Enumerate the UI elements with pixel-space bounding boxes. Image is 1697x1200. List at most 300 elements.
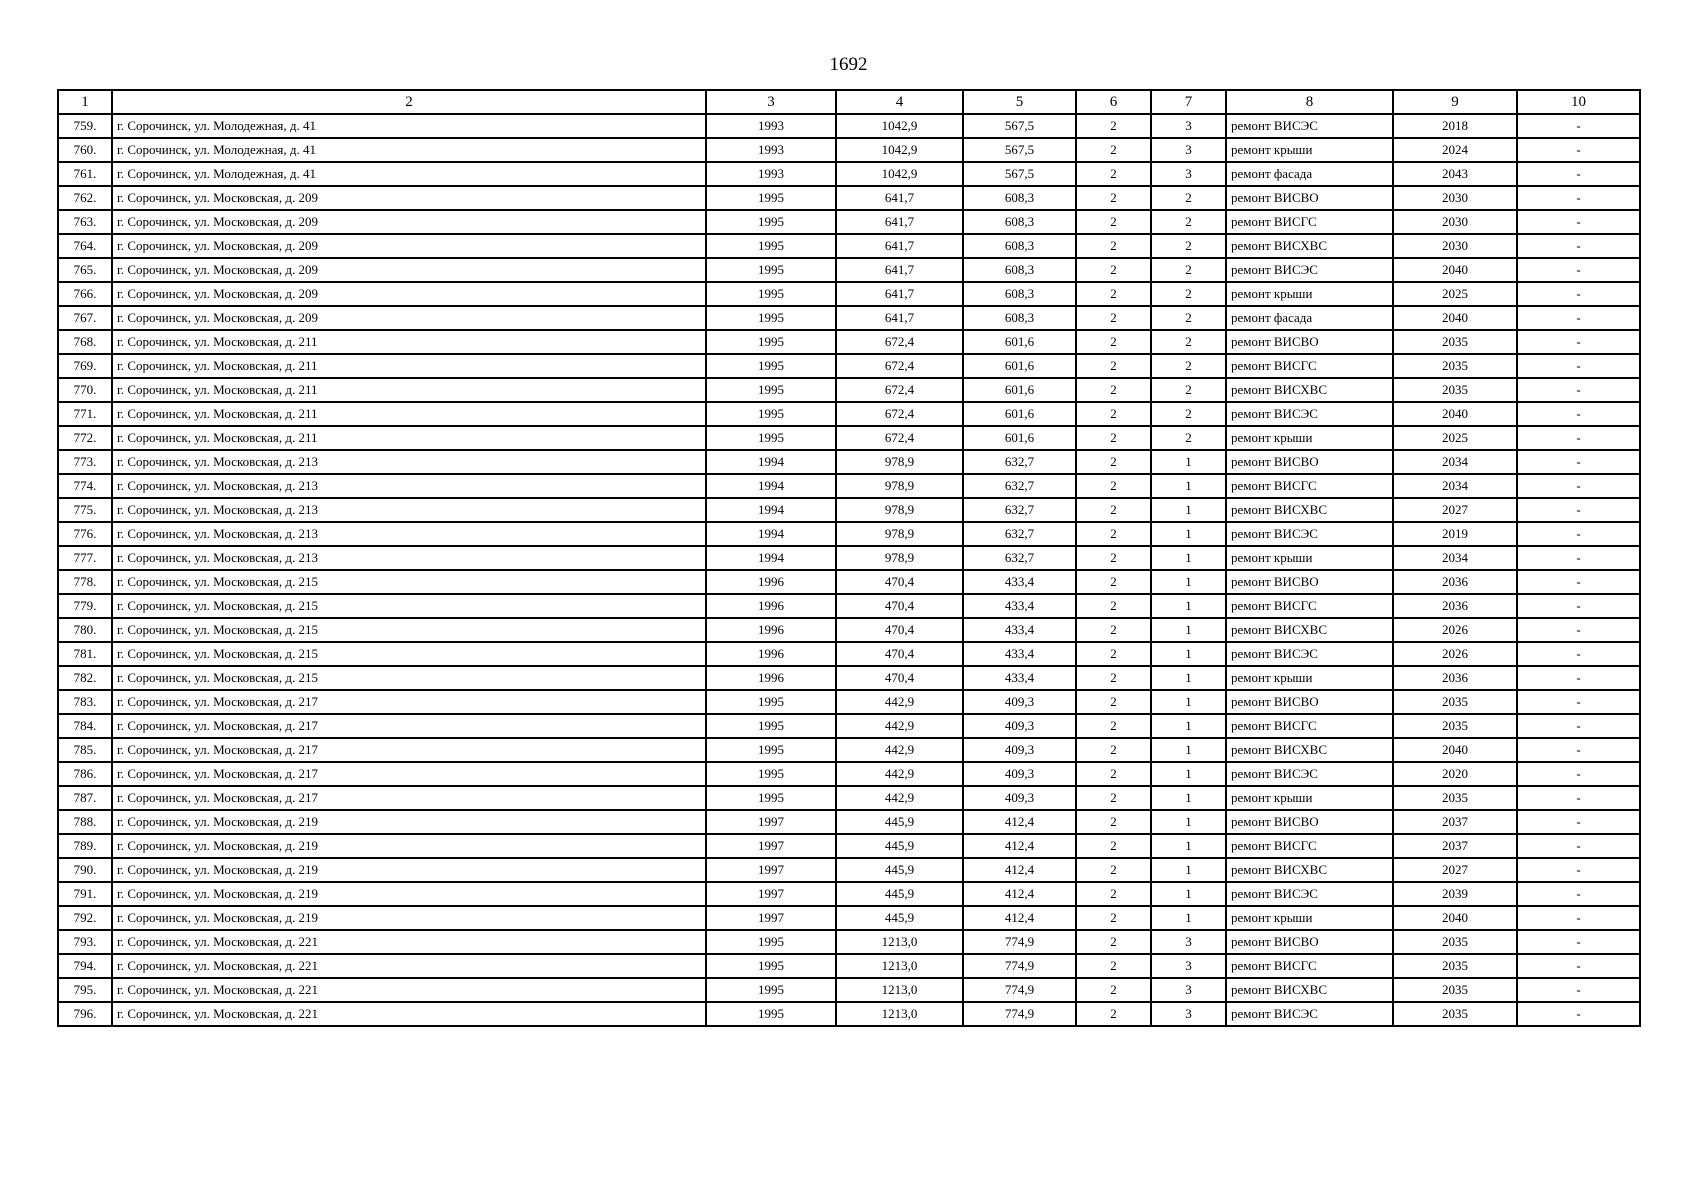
cell-row-number: 786. <box>58 762 112 786</box>
cell-entrances: 2 <box>1151 306 1226 330</box>
cell-planned-year: 2025 <box>1393 426 1517 450</box>
cell-entrances: 3 <box>1151 954 1226 978</box>
column-header: 9 <box>1393 90 1517 114</box>
cell-work-type: ремонт ВИСЭС <box>1226 882 1393 906</box>
cell-entrances: 2 <box>1151 402 1226 426</box>
cell-row-number: 775. <box>58 498 112 522</box>
cell-planned-year: 2034 <box>1393 546 1517 570</box>
repair-registry-table <box>57 89 1641 1027</box>
cell-total-area: 672,4 <box>836 402 963 426</box>
cell-year-built: 1995 <box>706 690 836 714</box>
cell-row-number: 782. <box>58 666 112 690</box>
cell-floors: 2 <box>1076 762 1151 786</box>
table-row <box>58 666 1640 690</box>
cell-row-number: 779. <box>58 594 112 618</box>
cell-cost: - <box>1517 1002 1640 1026</box>
cell-address: г. Сорочинск, ул. Молодежная, д. 41 <box>112 114 706 138</box>
cell-work-type: ремонт ВИСХВС <box>1226 978 1393 1002</box>
cell-planned-year: 2035 <box>1393 954 1517 978</box>
cell-floors: 2 <box>1076 570 1151 594</box>
table-row <box>58 114 1640 138</box>
column-header: 1 <box>58 90 112 114</box>
cell-entrances: 1 <box>1151 642 1226 666</box>
cell-total-area: 445,9 <box>836 882 963 906</box>
cell-row-number: 784. <box>58 714 112 738</box>
cell-address: г. Сорочинск, ул. Московская, д. 211 <box>112 330 706 354</box>
cell-entrances: 1 <box>1151 858 1226 882</box>
cell-cost: - <box>1517 546 1640 570</box>
cell-planned-year: 2035 <box>1393 978 1517 1002</box>
cell-entrances: 2 <box>1151 354 1226 378</box>
cell-planned-year: 2020 <box>1393 762 1517 786</box>
cell-entrances: 2 <box>1151 258 1226 282</box>
cell-total-area: 1213,0 <box>836 930 963 954</box>
cell-living-area: 412,4 <box>963 810 1076 834</box>
cell-entrances: 1 <box>1151 810 1226 834</box>
cell-entrances: 3 <box>1151 930 1226 954</box>
cell-planned-year: 2030 <box>1393 234 1517 258</box>
cell-planned-year: 2027 <box>1393 858 1517 882</box>
cell-cost: - <box>1517 786 1640 810</box>
cell-living-area: 412,4 <box>963 882 1076 906</box>
cell-row-number: 771. <box>58 402 112 426</box>
cell-living-area: 433,4 <box>963 618 1076 642</box>
cell-total-area: 445,9 <box>836 906 963 930</box>
cell-total-area: 1213,0 <box>836 954 963 978</box>
cell-work-type: ремонт ВИСВО <box>1226 930 1393 954</box>
cell-planned-year: 2040 <box>1393 738 1517 762</box>
cell-cost: - <box>1517 714 1640 738</box>
cell-address: г. Сорочинск, ул. Московская, д. 211 <box>112 402 706 426</box>
cell-planned-year: 2040 <box>1393 306 1517 330</box>
table-row <box>58 258 1640 282</box>
column-header: 2 <box>112 90 706 114</box>
cell-floors: 2 <box>1076 162 1151 186</box>
cell-address: г. Сорочинск, ул. Московская, д. 209 <box>112 258 706 282</box>
cell-address: г. Сорочинск, ул. Московская, д. 209 <box>112 186 706 210</box>
cell-year-built: 1993 <box>706 162 836 186</box>
table-row <box>58 858 1640 882</box>
table-row <box>58 546 1640 570</box>
cell-work-type: ремонт ВИСВО <box>1226 810 1393 834</box>
cell-total-area: 470,4 <box>836 642 963 666</box>
cell-living-area: 433,4 <box>963 570 1076 594</box>
cell-work-type: ремонт крыши <box>1226 282 1393 306</box>
cell-address: г. Сорочинск, ул. Московская, д. 213 <box>112 522 706 546</box>
cell-floors: 2 <box>1076 546 1151 570</box>
cell-floors: 2 <box>1076 690 1151 714</box>
table-row <box>58 522 1640 546</box>
cell-planned-year: 2026 <box>1393 618 1517 642</box>
cell-address: г. Сорочинск, ул. Московская, д. 221 <box>112 978 706 1002</box>
cell-total-area: 672,4 <box>836 354 963 378</box>
cell-living-area: 632,7 <box>963 522 1076 546</box>
cell-year-built: 1995 <box>706 954 836 978</box>
cell-floors: 2 <box>1076 834 1151 858</box>
cell-living-area: 433,4 <box>963 642 1076 666</box>
table-row <box>58 498 1640 522</box>
cell-address: г. Сорочинск, ул. Московская, д. 213 <box>112 498 706 522</box>
table-row <box>58 762 1640 786</box>
cell-cost: - <box>1517 810 1640 834</box>
cell-row-number: 773. <box>58 450 112 474</box>
cell-row-number: 796. <box>58 1002 112 1026</box>
cell-year-built: 1996 <box>706 594 836 618</box>
cell-row-number: 763. <box>58 210 112 234</box>
cell-total-area: 641,7 <box>836 306 963 330</box>
cell-planned-year: 2037 <box>1393 810 1517 834</box>
cell-entrances: 3 <box>1151 162 1226 186</box>
cell-row-number: 760. <box>58 138 112 162</box>
table-row <box>58 906 1640 930</box>
table-body <box>58 114 1640 1026</box>
cell-work-type: ремонт ВИСЭС <box>1226 114 1393 138</box>
table-row <box>58 834 1640 858</box>
cell-row-number: 785. <box>58 738 112 762</box>
table-row <box>58 738 1640 762</box>
table-row <box>58 786 1640 810</box>
cell-row-number: 787. <box>58 786 112 810</box>
cell-row-number: 777. <box>58 546 112 570</box>
cell-year-built: 1997 <box>706 810 836 834</box>
cell-living-area: 774,9 <box>963 930 1076 954</box>
cell-floors: 2 <box>1076 234 1151 258</box>
column-header: 6 <box>1076 90 1151 114</box>
cell-year-built: 1995 <box>706 978 836 1002</box>
table-row <box>58 570 1640 594</box>
cell-cost: - <box>1517 954 1640 978</box>
table-row <box>58 354 1640 378</box>
cell-address: г. Сорочинск, ул. Московская, д. 219 <box>112 906 706 930</box>
cell-year-built: 1995 <box>706 186 836 210</box>
cell-address: г. Сорочинск, ул. Московская, д. 215 <box>112 642 706 666</box>
cell-year-built: 1994 <box>706 546 836 570</box>
cell-address: г. Сорочинск, ул. Молодежная, д. 41 <box>112 162 706 186</box>
cell-work-type: ремонт ВИСЭС <box>1226 1002 1393 1026</box>
cell-address: г. Сорочинск, ул. Московская, д. 217 <box>112 786 706 810</box>
cell-total-area: 442,9 <box>836 762 963 786</box>
cell-cost: - <box>1517 378 1640 402</box>
cell-address: г. Сорочинск, ул. Московская, д. 209 <box>112 210 706 234</box>
table-row <box>58 210 1640 234</box>
cell-cost: - <box>1517 882 1640 906</box>
cell-entrances: 1 <box>1151 498 1226 522</box>
cell-year-built: 1993 <box>706 114 836 138</box>
cell-total-area: 442,9 <box>836 714 963 738</box>
cell-entrances: 1 <box>1151 474 1226 498</box>
cell-row-number: 780. <box>58 618 112 642</box>
cell-floors: 2 <box>1076 210 1151 234</box>
cell-address: г. Сорочинск, ул. Московская, д. 219 <box>112 882 706 906</box>
cell-floors: 2 <box>1076 402 1151 426</box>
cell-living-area: 632,7 <box>963 474 1076 498</box>
cell-floors: 2 <box>1076 330 1151 354</box>
cell-planned-year: 2035 <box>1393 1002 1517 1026</box>
cell-living-area: 433,4 <box>963 666 1076 690</box>
cell-living-area: 608,3 <box>963 234 1076 258</box>
cell-living-area: 608,3 <box>963 210 1076 234</box>
cell-year-built: 1993 <box>706 138 836 162</box>
cell-floors: 2 <box>1076 738 1151 762</box>
cell-total-area: 672,4 <box>836 378 963 402</box>
table-row <box>58 954 1640 978</box>
cell-planned-year: 2034 <box>1393 450 1517 474</box>
cell-total-area: 641,7 <box>836 210 963 234</box>
cell-row-number: 789. <box>58 834 112 858</box>
table-row <box>58 282 1640 306</box>
cell-floors: 2 <box>1076 426 1151 450</box>
cell-year-built: 1997 <box>706 858 836 882</box>
cell-work-type: ремонт ВИСГС <box>1226 474 1393 498</box>
cell-year-built: 1996 <box>706 666 836 690</box>
cell-cost: - <box>1517 282 1640 306</box>
cell-cost: - <box>1517 330 1640 354</box>
cell-year-built: 1995 <box>706 786 836 810</box>
cell-work-type: ремонт ВИСХВС <box>1226 234 1393 258</box>
cell-living-area: 601,6 <box>963 402 1076 426</box>
cell-row-number: 781. <box>58 642 112 666</box>
table-row <box>58 930 1640 954</box>
cell-work-type: ремонт крыши <box>1226 786 1393 810</box>
cell-year-built: 1995 <box>706 234 836 258</box>
cell-cost: - <box>1517 834 1640 858</box>
cell-address: г. Сорочинск, ул. Московская, д. 219 <box>112 834 706 858</box>
cell-total-area: 672,4 <box>836 330 963 354</box>
cell-address: г. Сорочинск, ул. Московская, д. 209 <box>112 306 706 330</box>
table-row <box>58 810 1640 834</box>
cell-total-area: 641,7 <box>836 234 963 258</box>
cell-living-area: 409,3 <box>963 762 1076 786</box>
cell-year-built: 1995 <box>706 402 836 426</box>
cell-row-number: 769. <box>58 354 112 378</box>
cell-planned-year: 2019 <box>1393 522 1517 546</box>
cell-address: г. Сорочинск, ул. Московская, д. 215 <box>112 666 706 690</box>
cell-work-type: ремонт ВИСВО <box>1226 330 1393 354</box>
cell-work-type: ремонт ВИСВО <box>1226 570 1393 594</box>
cell-living-area: 774,9 <box>963 1002 1076 1026</box>
cell-living-area: 412,4 <box>963 834 1076 858</box>
cell-total-area: 445,9 <box>836 858 963 882</box>
cell-living-area: 601,6 <box>963 354 1076 378</box>
cell-planned-year: 2035 <box>1393 930 1517 954</box>
table-row <box>58 882 1640 906</box>
table-row <box>58 474 1640 498</box>
cell-work-type: ремонт ВИСЭС <box>1226 402 1393 426</box>
cell-address: г. Сорочинск, ул. Московская, д. 211 <box>112 378 706 402</box>
cell-cost: - <box>1517 570 1640 594</box>
table-row <box>58 402 1640 426</box>
page-number: 1692 <box>829 54 868 75</box>
cell-planned-year: 2040 <box>1393 258 1517 282</box>
cell-cost: - <box>1517 738 1640 762</box>
cell-work-type: ремонт ВИСГС <box>1226 714 1393 738</box>
cell-cost: - <box>1517 210 1640 234</box>
cell-row-number: 776. <box>58 522 112 546</box>
cell-planned-year: 2026 <box>1393 642 1517 666</box>
cell-year-built: 1996 <box>706 618 836 642</box>
cell-entrances: 3 <box>1151 138 1226 162</box>
cell-address: г. Сорочинск, ул. Московская, д. 221 <box>112 930 706 954</box>
cell-entrances: 1 <box>1151 906 1226 930</box>
cell-floors: 2 <box>1076 666 1151 690</box>
cell-work-type: ремонт ВИСГС <box>1226 210 1393 234</box>
table-row <box>58 1002 1640 1026</box>
table-row <box>58 450 1640 474</box>
cell-planned-year: 2030 <box>1393 210 1517 234</box>
table-row <box>58 690 1640 714</box>
cell-address: г. Сорочинск, ул. Московская, д. 213 <box>112 474 706 498</box>
column-header: 8 <box>1226 90 1393 114</box>
cell-cost: - <box>1517 306 1640 330</box>
table-row <box>58 594 1640 618</box>
cell-work-type: ремонт ВИСЭС <box>1226 762 1393 786</box>
cell-floors: 2 <box>1076 378 1151 402</box>
cell-address: г. Сорочинск, ул. Московская, д. 213 <box>112 450 706 474</box>
cell-floors: 2 <box>1076 810 1151 834</box>
cell-cost: - <box>1517 474 1640 498</box>
cell-floors: 2 <box>1076 522 1151 546</box>
cell-address: г. Сорочинск, ул. Московская, д. 217 <box>112 690 706 714</box>
cell-planned-year: 2035 <box>1393 714 1517 738</box>
cell-cost: - <box>1517 426 1640 450</box>
cell-planned-year: 2039 <box>1393 882 1517 906</box>
cell-row-number: 774. <box>58 474 112 498</box>
cell-address: г. Сорочинск, ул. Московская, д. 215 <box>112 618 706 642</box>
cell-planned-year: 2018 <box>1393 114 1517 138</box>
cell-cost: - <box>1517 186 1640 210</box>
cell-cost: - <box>1517 138 1640 162</box>
cell-year-built: 1996 <box>706 642 836 666</box>
cell-cost: - <box>1517 114 1640 138</box>
cell-work-type: ремонт ВИСХВС <box>1226 738 1393 762</box>
cell-living-area: 632,7 <box>963 546 1076 570</box>
cell-row-number: 764. <box>58 234 112 258</box>
cell-living-area: 409,3 <box>963 714 1076 738</box>
cell-entrances: 2 <box>1151 234 1226 258</box>
cell-address: г. Сорочинск, ул. Московская, д. 217 <box>112 714 706 738</box>
cell-entrances: 1 <box>1151 594 1226 618</box>
cell-planned-year: 2035 <box>1393 378 1517 402</box>
cell-address: г. Сорочинск, ул. Московская, д. 215 <box>112 594 706 618</box>
cell-total-area: 641,7 <box>836 186 963 210</box>
cell-total-area: 1042,9 <box>836 138 963 162</box>
cell-planned-year: 2035 <box>1393 786 1517 810</box>
table-row <box>58 138 1640 162</box>
table-row <box>58 306 1640 330</box>
cell-address: г. Сорочинск, ул. Московская, д. 221 <box>112 1002 706 1026</box>
cell-address: г. Сорочинск, ул. Московская, д. 219 <box>112 858 706 882</box>
table-row <box>58 330 1640 354</box>
cell-work-type: ремонт крыши <box>1226 546 1393 570</box>
cell-work-type: ремонт ВИСХВС <box>1226 858 1393 882</box>
cell-total-area: 978,9 <box>836 450 963 474</box>
cell-entrances: 1 <box>1151 882 1226 906</box>
cell-living-area: 608,3 <box>963 282 1076 306</box>
cell-row-number: 772. <box>58 426 112 450</box>
cell-work-type: ремонт ВИСВО <box>1226 186 1393 210</box>
cell-entrances: 1 <box>1151 714 1226 738</box>
cell-row-number: 762. <box>58 186 112 210</box>
cell-row-number: 768. <box>58 330 112 354</box>
cell-entrances: 2 <box>1151 330 1226 354</box>
cell-year-built: 1995 <box>706 714 836 738</box>
cell-year-built: 1994 <box>706 498 836 522</box>
cell-floors: 2 <box>1076 978 1151 1002</box>
table-row <box>58 186 1640 210</box>
table-row <box>58 642 1640 666</box>
cell-entrances: 3 <box>1151 1002 1226 1026</box>
cell-floors: 2 <box>1076 474 1151 498</box>
cell-planned-year: 2036 <box>1393 666 1517 690</box>
cell-planned-year: 2027 <box>1393 498 1517 522</box>
cell-floors: 2 <box>1076 642 1151 666</box>
cell-total-area: 470,4 <box>836 666 963 690</box>
cell-total-area: 641,7 <box>836 282 963 306</box>
cell-entrances: 1 <box>1151 762 1226 786</box>
cell-living-area: 567,5 <box>963 138 1076 162</box>
cell-year-built: 1994 <box>706 474 836 498</box>
cell-cost: - <box>1517 642 1640 666</box>
cell-cost: - <box>1517 930 1640 954</box>
cell-living-area: 608,3 <box>963 258 1076 282</box>
cell-floors: 2 <box>1076 354 1151 378</box>
cell-cost: - <box>1517 978 1640 1002</box>
cell-total-area: 445,9 <box>836 810 963 834</box>
cell-work-type: ремонт ВИСГС <box>1226 594 1393 618</box>
cell-row-number: 795. <box>58 978 112 1002</box>
cell-living-area: 409,3 <box>963 738 1076 762</box>
cell-living-area: 774,9 <box>963 954 1076 978</box>
cell-entrances: 1 <box>1151 450 1226 474</box>
cell-floors: 2 <box>1076 714 1151 738</box>
cell-cost: - <box>1517 354 1640 378</box>
cell-row-number: 766. <box>58 282 112 306</box>
cell-entrances: 2 <box>1151 378 1226 402</box>
cell-address: г. Сорочинск, ул. Московская, д. 213 <box>112 546 706 570</box>
cell-year-built: 1995 <box>706 738 836 762</box>
cell-row-number: 791. <box>58 882 112 906</box>
cell-total-area: 978,9 <box>836 474 963 498</box>
cell-living-area: 567,5 <box>963 114 1076 138</box>
cell-address: г. Сорочинск, ул. Московская, д. 215 <box>112 570 706 594</box>
table-row <box>58 426 1640 450</box>
cell-cost: - <box>1517 258 1640 282</box>
cell-planned-year: 2036 <box>1393 594 1517 618</box>
cell-address: г. Сорочинск, ул. Московская, д. 221 <box>112 954 706 978</box>
cell-work-type: ремонт ВИСГС <box>1226 834 1393 858</box>
cell-row-number: 767. <box>58 306 112 330</box>
cell-work-type: ремонт ВИСВО <box>1226 690 1393 714</box>
cell-row-number: 778. <box>58 570 112 594</box>
cell-work-type: ремонт ВИСЭС <box>1226 522 1393 546</box>
cell-total-area: 978,9 <box>836 546 963 570</box>
cell-total-area: 672,4 <box>836 426 963 450</box>
cell-floors: 2 <box>1076 858 1151 882</box>
column-header: 3 <box>706 90 836 114</box>
cell-year-built: 1997 <box>706 882 836 906</box>
cell-cost: - <box>1517 450 1640 474</box>
cell-total-area: 1213,0 <box>836 1002 963 1026</box>
cell-work-type: ремонт крыши <box>1226 906 1393 930</box>
cell-total-area: 1042,9 <box>836 162 963 186</box>
cell-year-built: 1997 <box>706 834 836 858</box>
cell-cost: - <box>1517 762 1640 786</box>
cell-entrances: 3 <box>1151 978 1226 1002</box>
cell-living-area: 412,4 <box>963 858 1076 882</box>
column-header: 4 <box>836 90 963 114</box>
cell-entrances: 1 <box>1151 834 1226 858</box>
cell-row-number: 793. <box>58 930 112 954</box>
